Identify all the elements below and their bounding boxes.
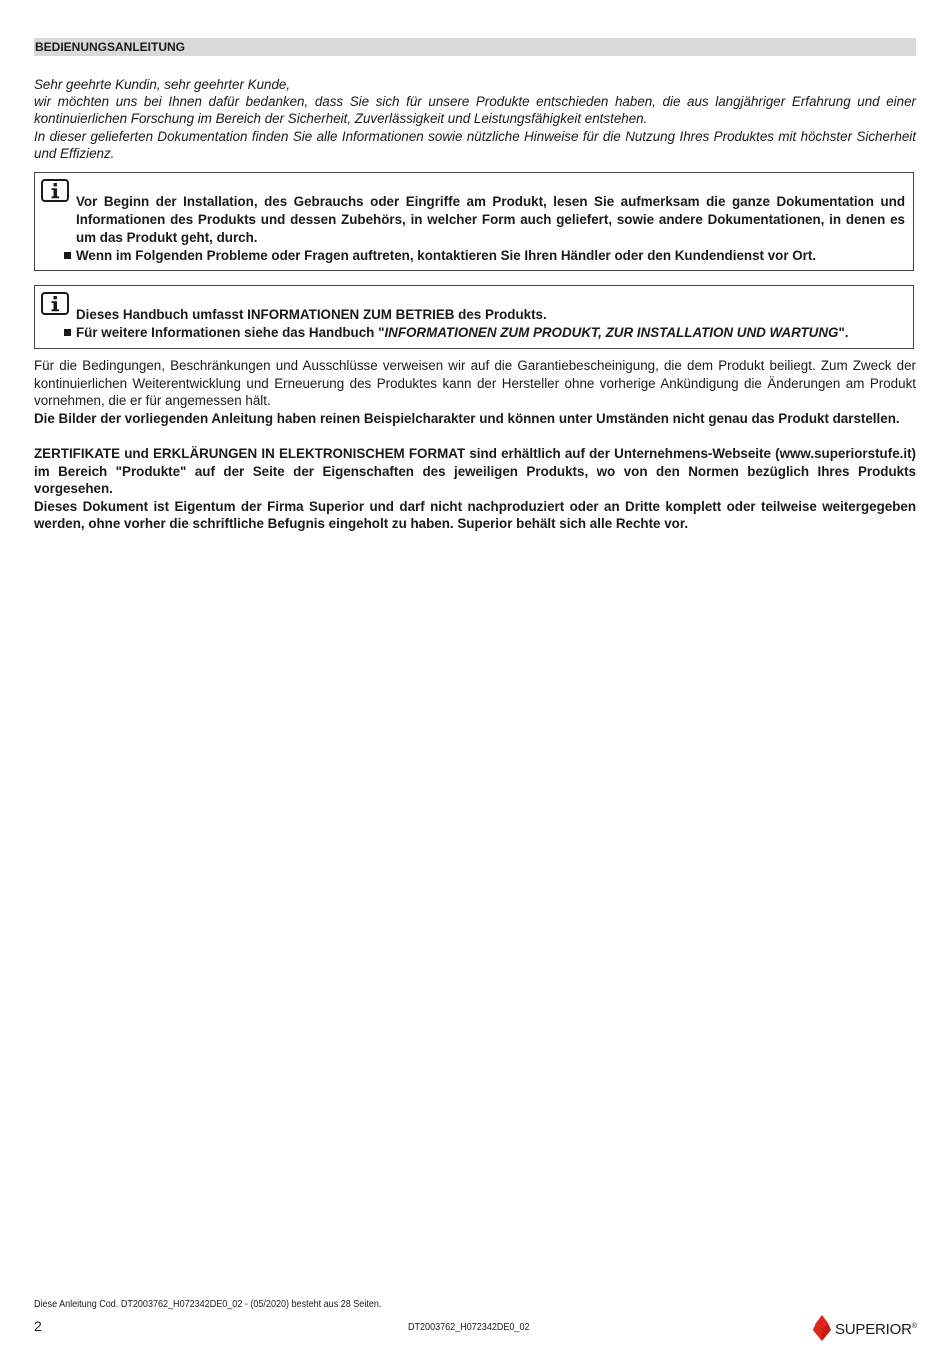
bullet-text-suffix: ". bbox=[838, 325, 849, 340]
brand-name bbox=[835, 1321, 917, 1338]
greeting: Sehr geehrte Kundin, sehr geehrter Kunde, bbox=[34, 77, 291, 92]
brand-text: SUPERIOR bbox=[835, 1321, 912, 1338]
info-icon bbox=[41, 292, 69, 315]
info-box-installation bbox=[34, 172, 914, 271]
document-code: DT2003762_H072342DE0_02 bbox=[408, 1321, 530, 1333]
info-box-handbook bbox=[34, 285, 914, 349]
info-box-text: Vor Beginn der Installation, des Gebrauchs oder Eingriffe am Produkt, lesen Sie aufmerksam die ganze Dokumentation und Informationen des Produkts und dessen Zubehörs, in welcher Form auch geliefert, sowie andere Dokumentationen, in denen es um das Produkt geht, durch. bbox=[76, 194, 905, 245]
brand-logo bbox=[813, 1313, 923, 1343]
page-number: 2 bbox=[34, 1318, 42, 1334]
warranty-paragraph: Für die Bedingungen, Beschränkungen und Ausschlüsse verweisen wir auf die Garantiebescheinigung, die dem Produkt beiliegt. Zum Zweck der kontinuierlichen Weiterentwicklung und Erneuerung des Produktes kann der Hersteller ohne vorherige Ankündigung die Änderungen am Produkt vornehmen, die er für angemessen hält. bbox=[34, 358, 916, 409]
bullet-text-prefix: Für weitere Informationen siehe das Handbuch " bbox=[76, 325, 385, 340]
flame-icon bbox=[813, 1315, 831, 1341]
documentation-paragraph: In dieser gelieferten Dokumentation finden Sie alle Informationen sowie nützliche Hinweise für die Nutzung Ihres Produktes mit höchster Sicherheit und Effizienz. bbox=[34, 128, 916, 161]
registered-mark: ® bbox=[911, 1323, 917, 1330]
bullet-text: Wenn im Folgenden Probleme oder Fragen auftreten, kontaktieren Sie Ihren Händler oder den Kundendienst vor Ort. bbox=[76, 248, 817, 263]
images-disclaimer: Die Bilder der vorliegenden Anleitung haben reinen Beispielcharakter und können unter Umständen nicht genau das Produkt darstellen. bbox=[34, 410, 900, 426]
certificates-paragraph: ZERTIFIKATE und ERKLÄRUNGEN IN ELEKTRONISCHEM FORMAT sind erhältlich auf der Unternehmens-Webseite (www.superiorstufe.it) im Bereich "Produkte" auf der Seite der Eigenschaften des jeweiligen Produkts, wo von den Normen bezüglich Ihres Produkts vorgesehen. bbox=[34, 445, 916, 497]
bullet-square-icon bbox=[64, 329, 71, 336]
section-header bbox=[34, 38, 916, 56]
info-box-bullet bbox=[76, 247, 905, 265]
info-icon bbox=[41, 179, 69, 202]
info-box-bullet bbox=[76, 324, 905, 342]
bullet-square-icon bbox=[64, 252, 71, 259]
manual-info: Diese Anleitung Cod. DT2003762_H072342DE0_02 - (05/2020) besteht aus 28 Seiten. bbox=[34, 1298, 382, 1310]
copyright-paragraph: Dieses Dokument ist Eigentum der Firma Superior und darf nicht nachproduziert oder an Dritte komplett oder teilweise weitergegeben werden, ohne vorher die schriftliche Befugnis eingeholt zu haben. Superior behält sich alle Rechte vor. bbox=[34, 498, 916, 532]
thanks-paragraph: wir möchten uns bei Ihnen dafür bedanken, dass Sie sich für unsere Produkte entschieden haben, die aus langjähriger Erfahrung und einer kontinuierlichen Forschung im Bereich der Sicherheit, Zuverlässigkeit und Leistungsfähigkeit entstehen. bbox=[34, 94, 916, 127]
bullet-text-emphasis: INFORMATIONEN ZUM PRODUKT, ZUR INSTALLATION UND WARTUNG bbox=[384, 325, 839, 340]
info-box-text: Dieses Handbuch umfasst INFORMATIONEN ZUM BETRIEB des Produkts. bbox=[76, 307, 547, 322]
intro-text bbox=[34, 76, 916, 162]
section-title: BEDIENUNGSANLEITUNG bbox=[35, 40, 186, 54]
notes-section bbox=[34, 357, 916, 533]
